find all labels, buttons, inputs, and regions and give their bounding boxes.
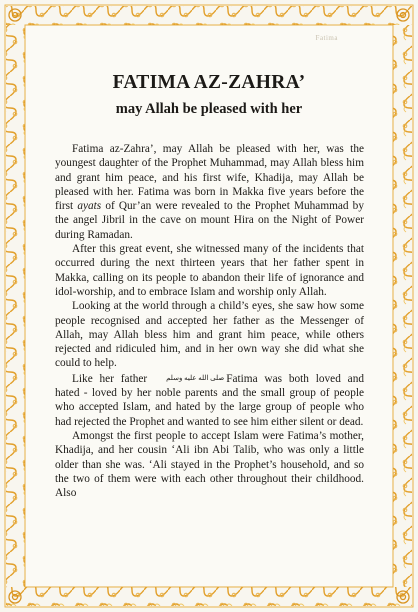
running-header: Fatima [315, 34, 338, 42]
paragraph-1: Fatima az-Zahra’, may Allah be pleased with her, was the youngest daughter of the Prophet Muhammad, may Allah bless him and grant him peace, and his first wife, Khadija, may Allah be pleased with her. Fatima was born in Makka five years before the first ayats of Qur’an were revealed to the Prophet Muhammad by the angel Jibril in the cave on mount Hira on the Night of Power during Ramadan. [55, 143, 364, 241]
paragraph-2: After this great event, she witnessed many of the incidents that occurred during the next thirteen years that her father spent in Makka, calling on its people to abandon their life of ignorance and idol-worship, and to embrace Islam and worship only Allah. [55, 243, 364, 298]
paragraph-5: Amongst the first people to accept Islam were Fatima’s mother, Khadija, and her cousin ‘Ali ibn Abi Talib, who was only a little older than she was. ‘Ali stayed in the Prophet’s household, and so the two of them were with each other throughout their childhood. Also [55, 429, 364, 500]
emphasis-ayats: ayats [77, 200, 102, 213]
page-subtitle: may Allah be pleased with her [115, 101, 303, 117]
paragraph-4: Like her father صلى الله عليه وسلم Fatima was both loved and hated - loved by her noble parents and the small group of people who accepted Islam, and hated by the large group of people who had rejected the Prophet and wanted to see him either silent or dead. [55, 372, 364, 428]
paragraph-3: Looking at the world through a child’s eyes, she saw how some people recognised and accepted her father as the Messenger of Allah, may Allah bless him and grant him peace, while others rejected and ridiculed him, and in her own way she did what she could to help. [55, 300, 364, 370]
body-text [55, 142, 364, 500]
salawat-symbol: صلى الله عليه وسلم [166, 373, 225, 382]
page-title: FATIMA AZ-ZAHRA’ [112, 72, 306, 93]
